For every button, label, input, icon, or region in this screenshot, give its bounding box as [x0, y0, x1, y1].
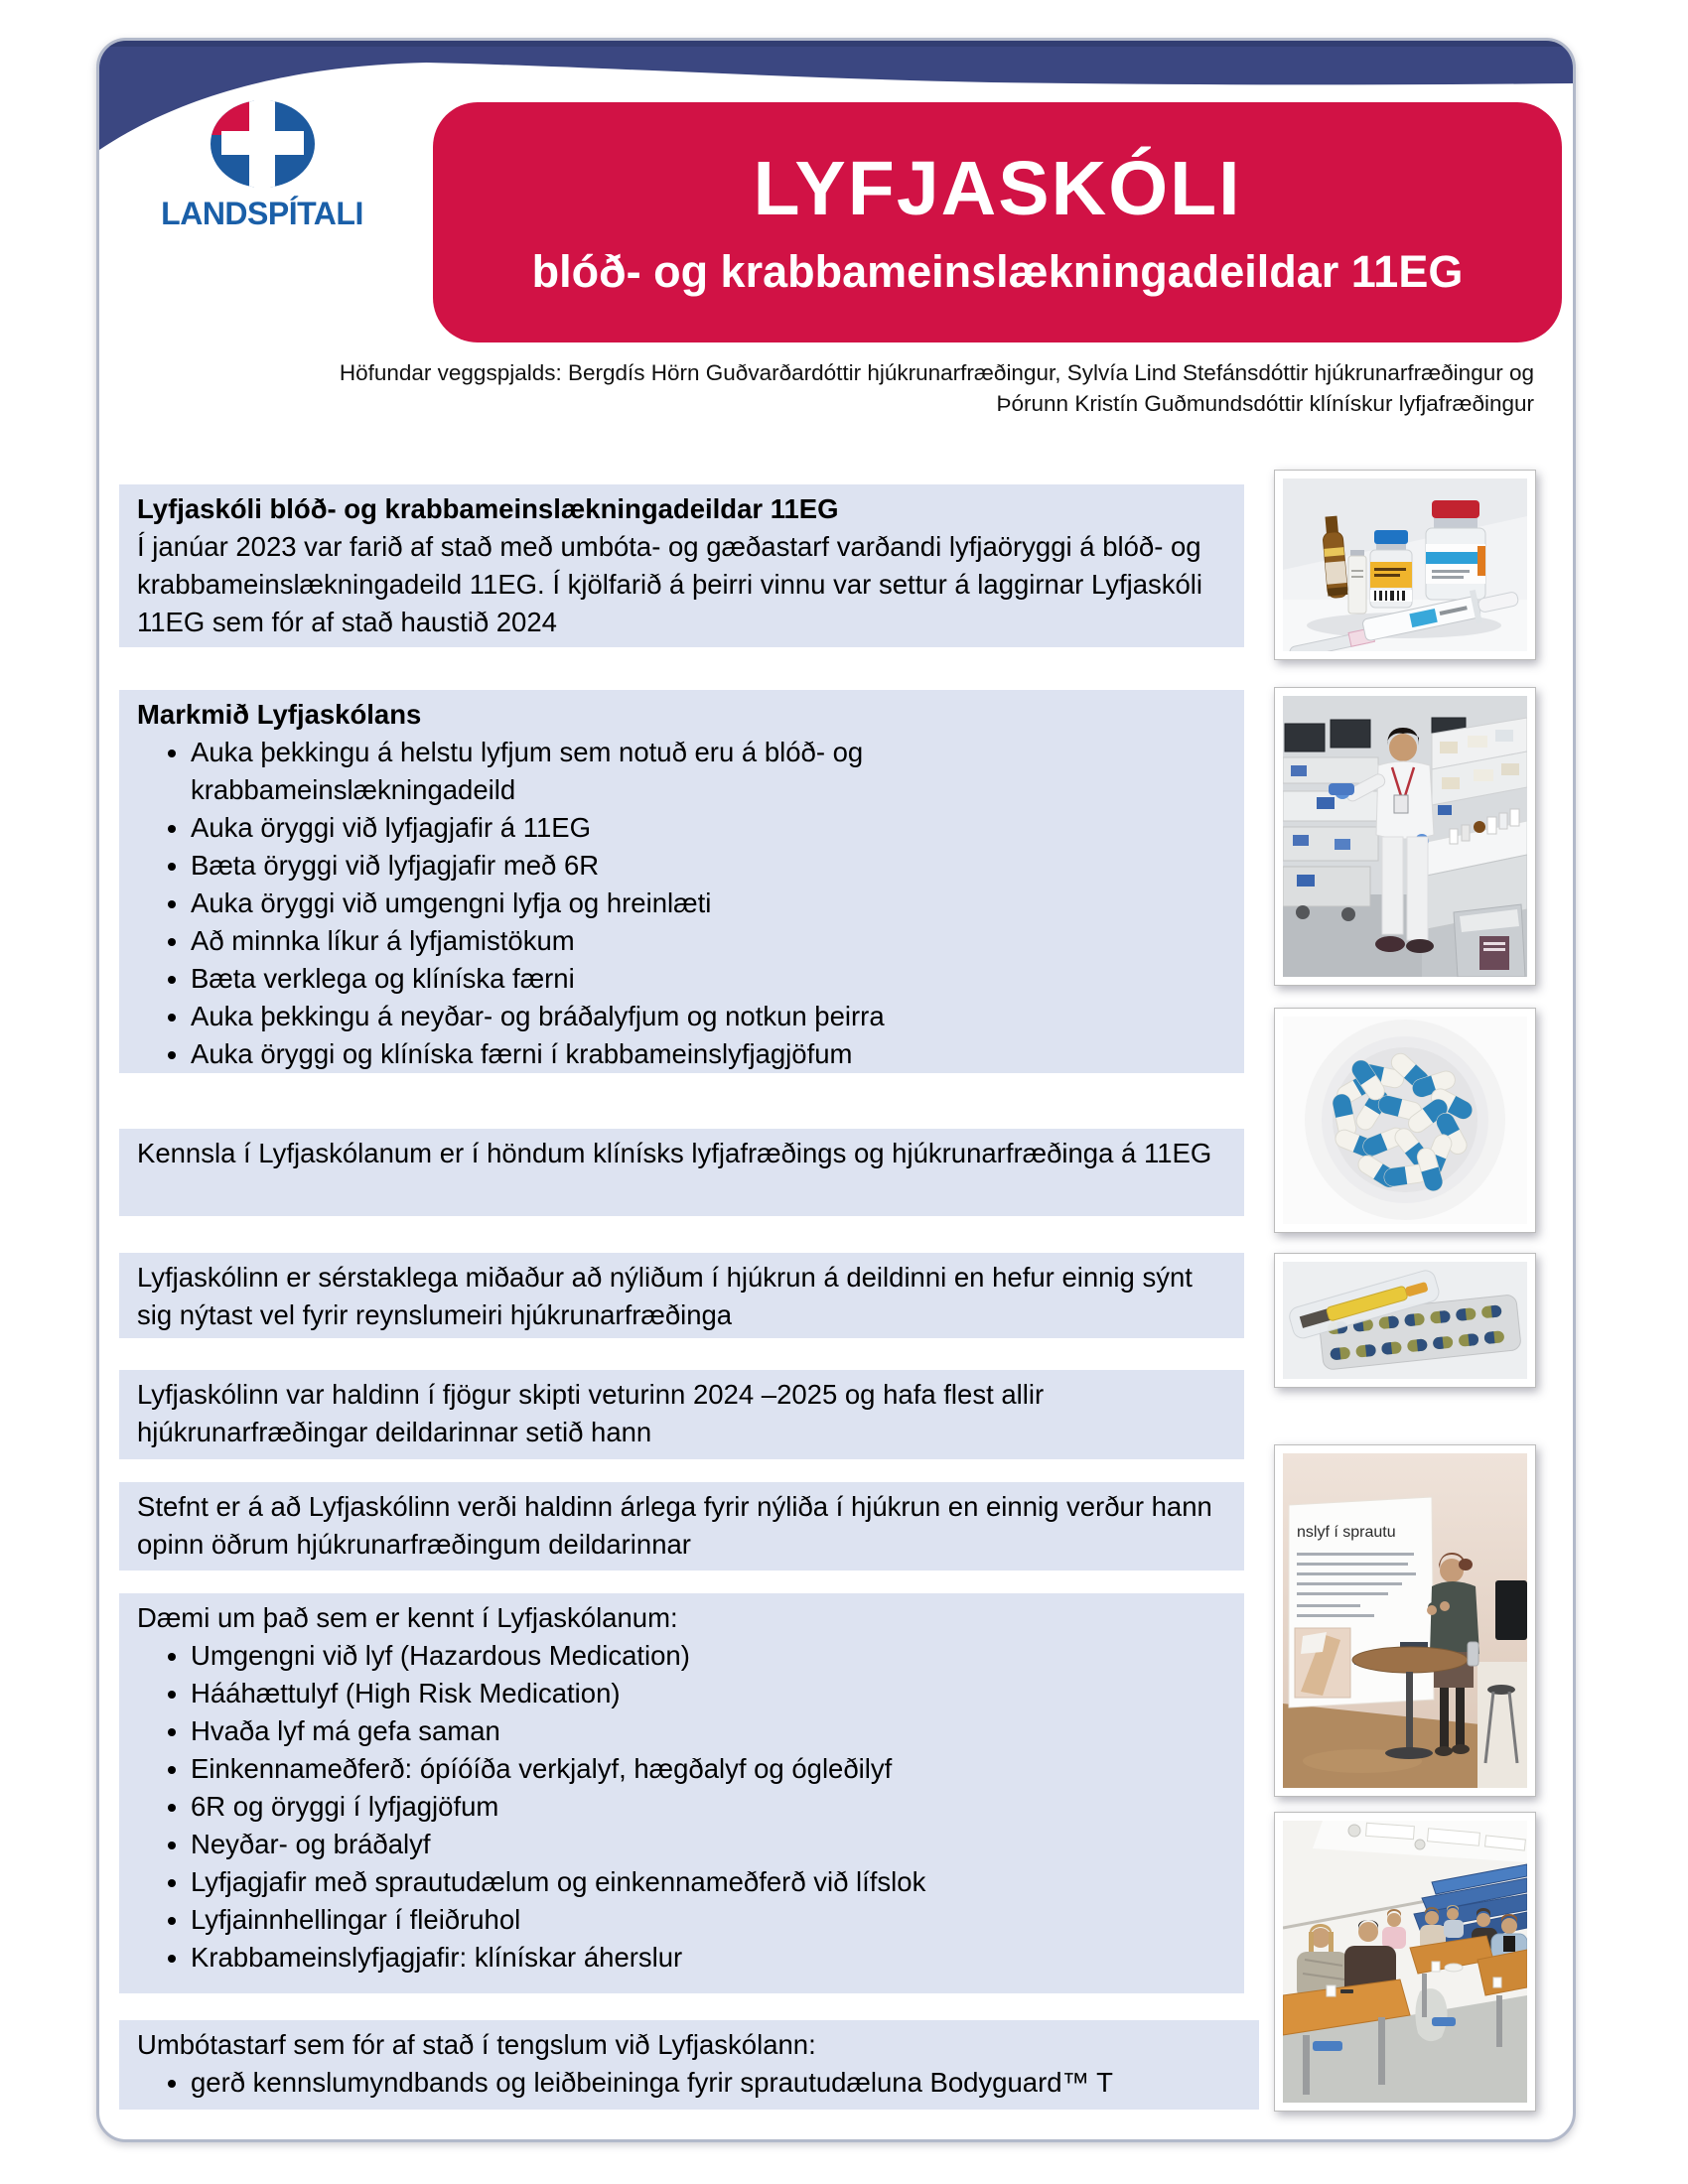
bullet-item: • Auka öryggi við umgengni lyfja og hreinlæti: [191, 885, 1174, 922]
poster-subtitle: blóð- og krabbameinslækningadeildar 11EG: [531, 246, 1464, 297]
bullet-item: • Bæta verklega og klíníska færni: [191, 960, 1174, 998]
photo-classroom-students: [1274, 1812, 1536, 2112]
section-audience-body: Lyfjaskólinn er sérstaklega miðaður að nýliðum í hjúkrun á deildinni en hefur einnig sýnt sig nýtast vel fyrir reynslumeiri hjúkrunarfræðinga: [137, 1262, 1193, 1330]
bullet-item: • Hvaða lyf má gefa saman: [191, 1712, 1174, 1750]
examples-bullet-list: [137, 1637, 1226, 1977]
bullet-item: • Einkennameðferð: ópíóíða verkjalyf, hægðalyf og ógleðilyf: [191, 1750, 1174, 1788]
landspitali-wordmark: LANDSPÍTALI: [161, 196, 363, 231]
section-intro: [119, 484, 1244, 647]
poster-title: LYFJASKÓLI: [753, 146, 1242, 231]
bullet-item: • Auka öryggi og klíníska færni í krabbameinslyfjagjöfum: [191, 1035, 1174, 1073]
section-examples: [119, 1593, 1244, 1993]
section-teaching: [119, 1129, 1244, 1216]
credits-line-2: Þórunn Kristín Guðmundsdóttir klínískur lyfjafræðingur: [996, 391, 1534, 416]
section-intro-heading: Lyfjaskóli blóð- og krabbameinslækningadeildar 11EG: [137, 493, 839, 524]
landspitali-logo: [146, 100, 378, 232]
bullet-item: • Auka þekkingu á neyðar- og bráðalyfjum og notkun þeirra: [191, 998, 1174, 1035]
section-future: [119, 1482, 1244, 1570]
bullet-item: • Krabbameinslyfjagjafir: klínískar áherslur: [191, 1939, 1174, 1977]
bullet-item: • Auka öryggi við lyfjagjafir á 11EG: [191, 809, 1174, 847]
landspitali-cross-icon: [211, 100, 315, 188]
section-examples-heading: Dæmi um það sem er kennt í Lyfjaskólanum:: [137, 1602, 678, 1633]
improvements-bullet-list: [137, 2064, 1241, 2102]
photo-medication-vials: [1274, 470, 1536, 660]
goals-bullet-list: [137, 734, 1226, 1073]
bullet-item: • Hááhættulyf (High Risk Medication): [191, 1675, 1174, 1712]
section-sessions: [119, 1370, 1244, 1459]
photo-medication-room-pharmacist: [1274, 687, 1536, 986]
section-sessions-body: Lyfjaskólinn var haldinn í fjögur skipti veturinn 2024 –2025 og hafa flest allir hjúkrunarfræðingar deildarinnar setið hann: [137, 1379, 1045, 1447]
section-goals-heading: Markmið Lyfjaskólans: [137, 699, 422, 730]
section-audience: [119, 1253, 1244, 1338]
bullet-item: • Lyfjagjafir með sprautudælum og einkennameðferð við lífslok: [191, 1863, 1174, 1901]
photo-lecture-presenter: [1274, 1444, 1536, 1797]
bullet-item: • Að minnka líkur á lyfjamistökum: [191, 922, 1174, 960]
bullet-item: • Neyðar- og bráðalyf: [191, 1826, 1174, 1863]
bullet-item: • gerð kennslumyndbands og leiðbeininga fyrir sprautudæluna Bodyguard™ T: [191, 2064, 1174, 2102]
section-future-body: Stefnt er á að Lyfjaskólinn verði haldinn árlega fyrir nýliða í hjúkrun en einnig verður hann opinn öðrum hjúkrunarfræðingum deildarinnar: [137, 1491, 1212, 1560]
credits-line-1: Höfundar veggspjalds: Bergdís Hörn Guðvarðardóttir hjúkrunarfræðingur, Sylvía Lind Stefánsdóttir hjúkrunarfræðingur og: [339, 360, 1534, 385]
photo-capsules-bowl: [1274, 1008, 1536, 1233]
section-goals: [119, 690, 1244, 1073]
section-improvements-heading: Umbótastarf sem fór af stað í tengslum við Lyfjaskólann:: [137, 2029, 816, 2060]
section-teaching-body: Kennsla í Lyfjaskólanum er í höndum klínísks lyfjafræðings og hjúkrunarfræðinga á 11EG: [137, 1138, 1212, 1168]
bullet-item: • Bæta öryggi við lyfjagjafir með 6R: [191, 847, 1174, 885]
section-intro-body: Í janúar 2023 var farið af stað með umbóta- og gæðastarf varðandi lyfjaöryggi á blóð- og krabbameinslækningadeild 11EG. Í kjölfarið á þeirri vinnu var settur á laggirnar Lyfjaskóli 11EG sem fór af stað haustið 2024: [137, 531, 1203, 637]
poster-title-box: [433, 102, 1562, 342]
author-credits: [340, 357, 1534, 419]
bullet-item: • Umgengni við lyf (Hazardous Medication): [191, 1637, 1174, 1675]
bullet-item: • Lyfjainnhellingar í fleiðruhol: [191, 1901, 1174, 1939]
slide-title-text: nslyf í sprautu: [1297, 1524, 1396, 1541]
photo-syringe-and-blister: [1274, 1253, 1536, 1388]
bullet-item: • 6R og öryggi í lyfjagjöfum: [191, 1788, 1174, 1826]
bullet-item: • Auka þekkingu á helstu lyfjum sem notuð eru á blóð- og krabbameinslækningadeild: [191, 734, 1174, 809]
poster-panel: [96, 38, 1576, 2142]
section-improvements: [119, 2020, 1259, 2110]
